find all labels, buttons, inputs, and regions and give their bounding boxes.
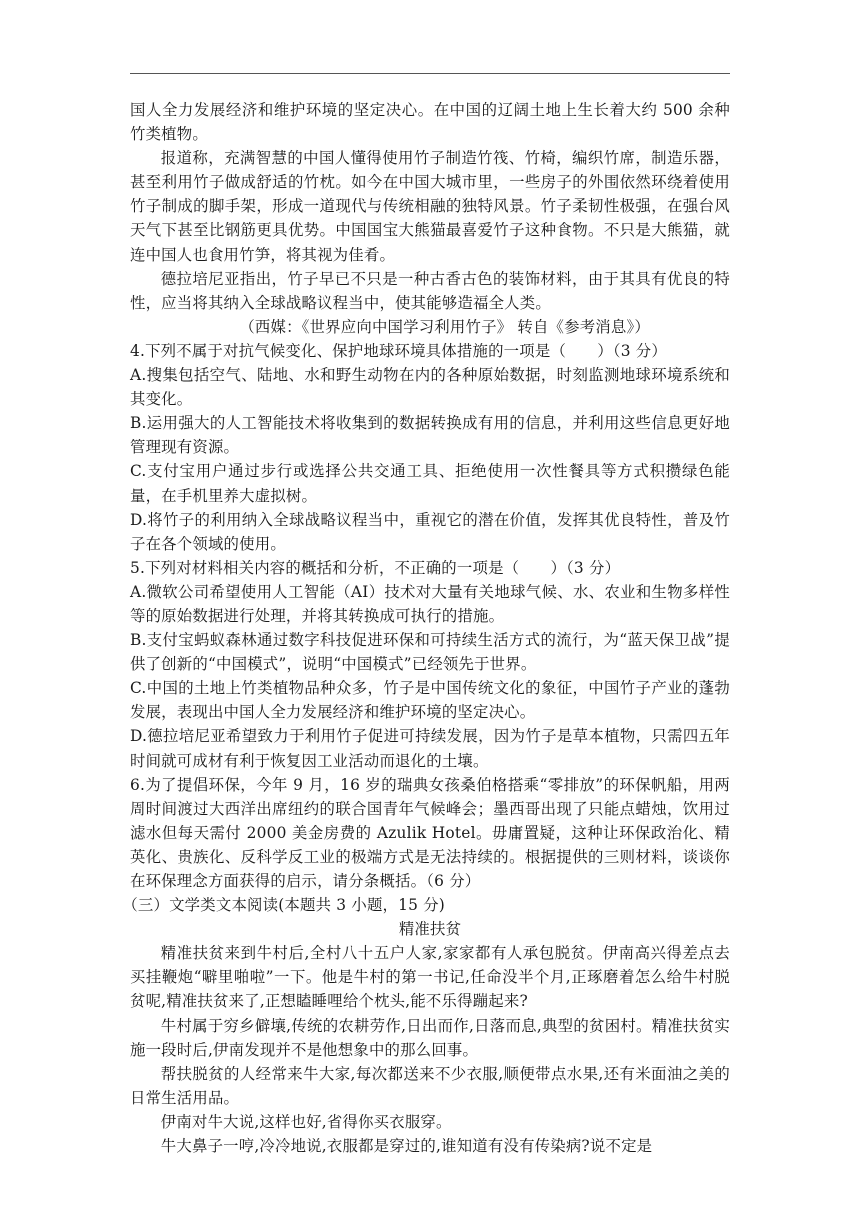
- story-paragraph-3: 帮扶脱贫的人经常来牛大家,每次都送来不少衣服,顺便带点水果,还有米面油之美的日常生活用品。: [130, 1064, 730, 1107]
- question-4-option-a: A.搜集包括空气、陆地、水和野生动物在内的各种原始数据，时刻监测地球环境系统和其变化。: [130, 366, 730, 409]
- question-4-option-b: B.运用强大的人工智能技术将收集到的数据转换成有用的信息，并利用这些信息更好地管理现有资源。: [130, 414, 730, 457]
- article-source: （西媒：《世界应向中国学习利用竹子》 转自《参考消息》）: [239, 317, 650, 336]
- story-paragraph-1: 精准扶贫来到牛村后,全村八十五户人家,家家都有人承包脱贫。伊南高兴得差点去买挂鞭炮“噼里啪啦”一下。他是牛村的第一书记,任命没半个月,正琢磨着怎么给牛村脱贫呢,精准扶贫来了,正想瞌睡哩给个枕头,能不乐得蹦起来?: [130, 944, 730, 1011]
- question-4-option-d: D.将竹子的利用纳入全球战略议程当中，重视它的潜在价值，发挥其优良特性，普及竹子在各个领域的使用。: [130, 510, 730, 553]
- story-paragraph-5: 牛大鼻子一哼,冷冷地说,衣服都是穿过的,谁知道有没有传染病?说不定是: [160, 1137, 653, 1156]
- story-title: 精准扶贫: [398, 920, 462, 939]
- article-paragraph-1: 国人全力发展经济和维护环境的坚定决心。在中国的辽阔土地上生长着大约 500 余种竹类植物。: [130, 101, 730, 144]
- document-page: [122, 98, 730, 1158]
- article-paragraph-3: 德拉培尼亚指出，竹子早已不只是一种古香古色的装饰材料，由于其具有优良的特性，应当将其纳入全球战略议程当中，使其能够造福全人类。: [130, 269, 730, 312]
- question-5-stem: 5.下列对材料相关内容的概括和分析，不正确的一项是（ ）（3 分）: [130, 558, 621, 577]
- question-5-option-d: D.德拉培尼亚希望致力于利用竹子促进可持续发展，因为竹子是草本植物，只需四五年时间就可成材有利于恢复因工业活动而退化的土壤。: [130, 727, 730, 770]
- question-4-option-c: C.支付宝用户通过步行或选择公共交通工具、拒绝使用一次性餐具等方式积攒绿色能量，在手机里养大虚拟树。: [130, 462, 730, 505]
- story-paragraph-2: 牛村属于穷乡僻壤,传统的农耕劳作,日出而作,日落而息,典型的贫困村。精准扶贫实施一段时后,伊南发现并不是他想象中的那么回事。: [130, 1016, 730, 1059]
- question-4-stem: 4.下列不属于对抗气候变化、保护地球环境具体措施的一项是（ ）（3 分）: [130, 341, 667, 360]
- article-paragraph-2: 报道称，充满智慧的中国人懂得使用竹子制造竹筏、竹椅，编织竹席，制造乐器，甚至利用竹子做成舒适的竹枕。如今在中国大城市里，一些房子的外围依然环绕着使用竹子制成的脚手架，形成一道现代与传统相融的独特风景。竹子柔韧性极强，在强台风天气下甚至比钢筋更具优势。中国国宝大熊猫最喜爱竹子这种食物。不只是大熊猫，就连中国人也食用竹笋，将其视为佳肴。: [130, 149, 730, 264]
- question-5-option-c: C.中国的土地上竹类植物品种众多，竹子是中国传统文化的象征，中国竹子产业的蓬勃发展，表现出中国人全力发展经济和维护环境的坚定决心。: [130, 679, 730, 722]
- story-paragraph-4: 伊南对牛大说,这样也好,省得你买衣服穿。: [160, 1112, 452, 1131]
- question-6: 6.为了提倡环保，今年 9 月，16 岁的瑞典女孩桑伯格搭乘“零排放”的环保帆船，用两周时间渡过大西洋出席纽约的联合国青年气候峰会；墨西哥出现了只能点蜡烛，饮用过滤水但每天需付 2000 美金房费的 Azulik Hotel。毋庸置疑，这种让环保政治化、精英化、贵族化、反科学反工业的极端方式是无法持续的。根据提供的三则材料，谈谈你在环保理念方面获得的启示，请分条概括。（6 分）: [130, 775, 730, 890]
- section-3-heading: （三）文学类文本阅读(本题共 3 小题，15 分): [122, 896, 446, 915]
- question-5-option-b: B.支付宝蚂蚁森林通过数字科技促进环保和可持续生活方式的流行，为“蓝天保卫战”提供了创新的“中国模式”，说明“中国模式”已经领先于世界。: [130, 631, 730, 674]
- question-5-option-a: A.微软公司希望使用人工智能（AI）技术对大量有关地球气候、水、农业和生物多样性等的原始数据进行处理，并将其转换成可执行的措施。: [130, 582, 730, 625]
- header-rule: [130, 73, 730, 74]
